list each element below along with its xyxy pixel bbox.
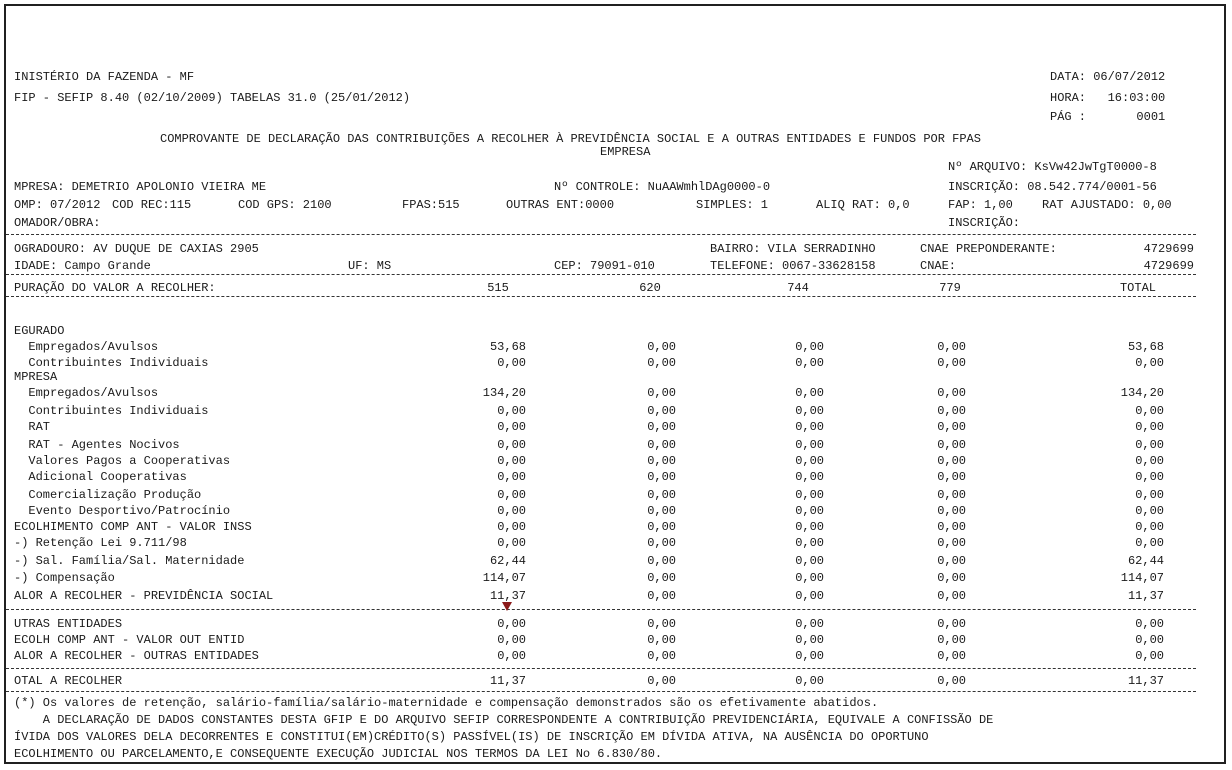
row-value: 0,00 xyxy=(647,633,676,647)
row-value: 0,00 xyxy=(647,438,676,452)
divider xyxy=(6,609,1196,610)
cod-gps: COD GPS: 2100 xyxy=(238,198,332,212)
row-value: 0,00 xyxy=(937,488,966,502)
empresa-nome: MPRESA: DEMETRIO APOLONIO VIEIRA ME xyxy=(14,180,267,194)
tomador-obra: OMADOR/OBRA: xyxy=(14,216,101,230)
row-label: UTRAS ENTIDADES xyxy=(14,617,123,631)
controle-number: Nº CONTROLE: NuAAWmhlDAg0000-0 xyxy=(554,180,771,194)
row-value: 0,00 xyxy=(795,356,824,370)
document-title: COMPROVANTE DE DECLARAÇÃO DAS CONTRIBUIÇÕES A RECOLHER À PREVIDÊNCIA SOCIAL E A OUTRAS ENTIDADES E FUNDOS POR FPAS xyxy=(160,132,981,146)
row-label: ALOR A RECOLHER - OUTRAS ENTIDADES xyxy=(14,649,259,663)
footer-declaracao-3: ECOLHIMENTO OU PARCELAMENTO,E CONSEQUENTE EXECUÇÃO JUDICIAL NOS TERMOS DA LEI No 6.830/80. xyxy=(14,747,663,761)
row-value: 0,00 xyxy=(1135,504,1164,518)
row-value: 0,00 xyxy=(647,649,676,663)
logradouro: OGRADOURO: AV DUQUE DE CAXIAS 2905 xyxy=(14,242,259,256)
row-label: Comercialização Produção xyxy=(14,488,202,502)
header-hora: HORA: 16:03:00 xyxy=(1050,91,1166,105)
row-value: 0,00 xyxy=(1135,617,1164,631)
row-value: 0,00 xyxy=(937,438,966,452)
row-value: 0,00 xyxy=(1135,649,1164,663)
row-value: 0,00 xyxy=(1135,633,1164,647)
row-value: 0,00 xyxy=(497,617,526,631)
row-value: 0,00 xyxy=(497,488,526,502)
aliq-rat: ALIQ RAT: 0,0 xyxy=(816,198,910,212)
row-value: 0,00 xyxy=(497,420,526,434)
row-value: 0,00 xyxy=(795,454,824,468)
row-label: Contribuintes Individuais xyxy=(14,404,209,418)
row-value: 11,37 xyxy=(1127,589,1164,603)
row-label: -) Retenção Lei 9.711/98 xyxy=(14,536,187,550)
row-value: 0,00 xyxy=(1135,420,1164,434)
row-value: 0,00 xyxy=(795,674,824,688)
row-value: 0,00 xyxy=(497,356,526,370)
divider xyxy=(6,691,1196,692)
row-value: 0,00 xyxy=(1135,488,1164,502)
competencia: OMP: 07/2012 xyxy=(14,198,101,212)
row-value: 0,00 xyxy=(647,356,676,370)
row-value: 0,00 xyxy=(497,633,526,647)
apuracao-label: PURAÇÃO DO VALOR A RECOLHER: xyxy=(14,281,216,295)
row-value: 0,00 xyxy=(795,504,824,518)
row-label: Adicional Cooperativas xyxy=(14,470,187,484)
row-value: 0,00 xyxy=(795,488,824,502)
row-label: RAT xyxy=(14,420,51,434)
row-value: 53,68 xyxy=(1127,340,1164,354)
row-value: 0,00 xyxy=(937,674,966,688)
row-value: 0,00 xyxy=(937,536,966,550)
row-value: 0,00 xyxy=(937,520,966,534)
row-value: 0,00 xyxy=(937,404,966,418)
uf: UF: MS xyxy=(348,259,392,273)
row-value: 0,00 xyxy=(795,340,824,354)
row-value: 0,00 xyxy=(1135,356,1164,370)
row-label: ECOLH COMP ANT - VALOR OUT ENTID xyxy=(14,633,245,647)
row-value: 0,00 xyxy=(647,536,676,550)
row-value: 0,00 xyxy=(647,589,676,603)
row-value: 0,00 xyxy=(647,520,676,534)
row-value: 114,07 xyxy=(1120,571,1164,585)
row-value: 0,00 xyxy=(795,554,824,568)
row-value: 0,00 xyxy=(795,386,824,400)
col-header-779: 779 xyxy=(939,281,961,295)
footer-declaracao-2: ÍVIDA DOS VALORES DELA DECORRENTES E CONSTITUI(EM)CRÉDITO(S) PASSÍVEL(IS) DE INSCRIÇÃO EM DÍVIDA ATIVA, NA AUSÊNCIA DO OPORTUNO xyxy=(14,730,929,744)
row-value: 114,07 xyxy=(482,571,526,585)
cod-rec: COD REC:115 xyxy=(112,198,192,212)
cep: CEP: 79091-010 xyxy=(554,259,655,273)
row-value: 0,00 xyxy=(647,504,676,518)
row-value: 0,00 xyxy=(795,536,824,550)
rat-ajustado: RAT AJUSTADO: 0,00 xyxy=(1042,198,1172,212)
col-header-744: 744 xyxy=(787,281,809,295)
row-value: 0,00 xyxy=(795,520,824,534)
row-value: 134,20 xyxy=(482,386,526,400)
row-value: 0,00 xyxy=(795,470,824,484)
header-sefip-version: FIP - SEFIP 8.40 (02/10/2009) TABELAS 31.0 (25/01/2012) xyxy=(14,91,411,105)
row-value: 0,00 xyxy=(647,454,676,468)
row-value: 0,00 xyxy=(937,386,966,400)
row-value: 0,00 xyxy=(937,649,966,663)
row-value: 11,37 xyxy=(489,589,526,603)
row-label: ECOLHIMENTO COMP ANT - VALOR INSS xyxy=(14,520,252,534)
row-value: 0,00 xyxy=(937,420,966,434)
row-value: 0,00 xyxy=(647,488,676,502)
row-value: 0,00 xyxy=(937,504,966,518)
row-value: 0,00 xyxy=(937,617,966,631)
divider xyxy=(6,274,1196,275)
row-value: 0,00 xyxy=(1135,454,1164,468)
row-value: 0,00 xyxy=(647,554,676,568)
row-value: 0,00 xyxy=(937,340,966,354)
row-value: 0,00 xyxy=(497,649,526,663)
row-label: MPRESA xyxy=(14,370,58,384)
cidade: IDADE: Campo Grande xyxy=(14,259,151,273)
arquivo-number: Nº ARQUIVO: KsVw42JwTgT0000-8 xyxy=(948,160,1157,174)
telefone: TELEFONE: 0067-33628158 xyxy=(710,259,876,273)
row-value: 0,00 xyxy=(795,589,824,603)
fap: FAP: 1,00 xyxy=(948,198,1013,212)
row-label: Contribuintes Individuais xyxy=(14,356,209,370)
row-label: -) Compensação xyxy=(14,571,115,585)
simples: SIMPLES: 1 xyxy=(696,198,769,212)
divider xyxy=(6,234,1196,235)
header-pagina: PÁG : 0001 xyxy=(1050,110,1166,124)
bairro: BAIRRO: VILA SERRADINHO xyxy=(710,242,876,256)
mouse-cursor-icon xyxy=(502,602,512,611)
col-header-total: TOTAL xyxy=(1119,281,1156,295)
cnae-label: CNAE: xyxy=(920,259,957,273)
row-value: 0,00 xyxy=(1135,536,1164,550)
row-value: 0,00 xyxy=(795,571,824,585)
row-value: 0,00 xyxy=(937,470,966,484)
row-value: 0,00 xyxy=(795,420,824,434)
document-frame xyxy=(4,4,1226,764)
col-header-515: 515 xyxy=(487,281,509,295)
row-value: 0,00 xyxy=(795,649,824,663)
row-value: 0,00 xyxy=(497,404,526,418)
row-value: 0,00 xyxy=(647,571,676,585)
row-label: -) Sal. Família/Sal. Maternidade xyxy=(14,554,245,568)
row-value: 0,00 xyxy=(1135,404,1164,418)
row-label: Evento Desportivo/Patrocínio xyxy=(14,504,231,518)
row-label: ALOR A RECOLHER - PREVIDÊNCIA SOCIAL xyxy=(14,589,274,603)
row-value: 0,00 xyxy=(647,617,676,631)
cnae-value: 4729699 xyxy=(1143,259,1194,273)
row-value: 0,00 xyxy=(497,470,526,484)
row-value: 0,00 xyxy=(795,633,824,647)
col-header-620: 620 xyxy=(639,281,661,295)
row-value: 62,44 xyxy=(1127,554,1164,568)
row-value: 0,00 xyxy=(647,404,676,418)
row-label: EGURADO xyxy=(14,324,65,338)
row-value: 0,00 xyxy=(937,554,966,568)
cnae-preponderante-label: CNAE PREPONDERANTE: xyxy=(920,242,1057,256)
row-value: 0,00 xyxy=(937,633,966,647)
cnae-preponderante-value: 4729699 xyxy=(1143,242,1194,256)
row-value: 0,00 xyxy=(1135,520,1164,534)
header-ministerio: INISTÉRIO DA FAZENDA - MF xyxy=(14,70,195,84)
row-value: 0,00 xyxy=(497,504,526,518)
row-label: Empregados/Avulsos xyxy=(14,386,159,400)
row-value: 134,20 xyxy=(1120,386,1164,400)
divider xyxy=(6,296,1196,297)
footer-note: (*) Os valores de retenção, salário-família/salário-maternidade e compensação demonstrados são os efetivamente abatidos. xyxy=(14,696,879,710)
document-subtitle: EMPRESA xyxy=(600,145,651,159)
inscricao-cnpj: INSCRIÇÃO: 08.542.774/0001-56 xyxy=(948,180,1157,194)
inscricao-tomador: INSCRIÇÃO: xyxy=(948,216,1021,230)
row-label: RAT - Agentes Nocivos xyxy=(14,438,180,452)
row-value: 0,00 xyxy=(1135,470,1164,484)
gfip-document xyxy=(6,6,1226,764)
row-value: 11,37 xyxy=(1127,674,1164,688)
row-value: 0,00 xyxy=(795,404,824,418)
row-value: 0,00 xyxy=(795,438,824,452)
row-value: 0,00 xyxy=(647,674,676,688)
row-value: 0,00 xyxy=(795,617,824,631)
row-label: Empregados/Avulsos xyxy=(14,340,159,354)
row-value: 0,00 xyxy=(647,420,676,434)
outras-ent: OUTRAS ENT:0000 xyxy=(506,198,615,212)
row-value: 62,44 xyxy=(489,554,526,568)
row-value: 53,68 xyxy=(489,340,526,354)
row-label: Valores Pagos a Cooperativas xyxy=(14,454,231,468)
footer-declaracao-1: A DECLARAÇÃO DE DADOS CONSTANTES DESTA GFIP E DO ARQUIVO SEFIP CORRESPONDENTE A CONTRIBUIÇÃO PREVIDENCIÁRIA, EQUIVALE A CONFISSÃO DE xyxy=(14,713,994,727)
divider xyxy=(6,668,1196,669)
row-value: 0,00 xyxy=(497,520,526,534)
row-value: 0,00 xyxy=(647,470,676,484)
row-value: 0,00 xyxy=(937,356,966,370)
row-value: 0,00 xyxy=(937,454,966,468)
row-value: 11,37 xyxy=(489,674,526,688)
row-label: OTAL A RECOLHER xyxy=(14,674,123,688)
row-value: 0,00 xyxy=(647,340,676,354)
row-value: 0,00 xyxy=(937,571,966,585)
row-value: 0,00 xyxy=(497,536,526,550)
row-value: 0,00 xyxy=(497,454,526,468)
header-data: DATA: 06/07/2012 xyxy=(1050,70,1166,84)
row-value: 0,00 xyxy=(937,589,966,603)
row-value: 0,00 xyxy=(1135,438,1164,452)
row-value: 0,00 xyxy=(647,386,676,400)
fpas: FPAS:515 xyxy=(402,198,460,212)
row-value: 0,00 xyxy=(497,438,526,452)
